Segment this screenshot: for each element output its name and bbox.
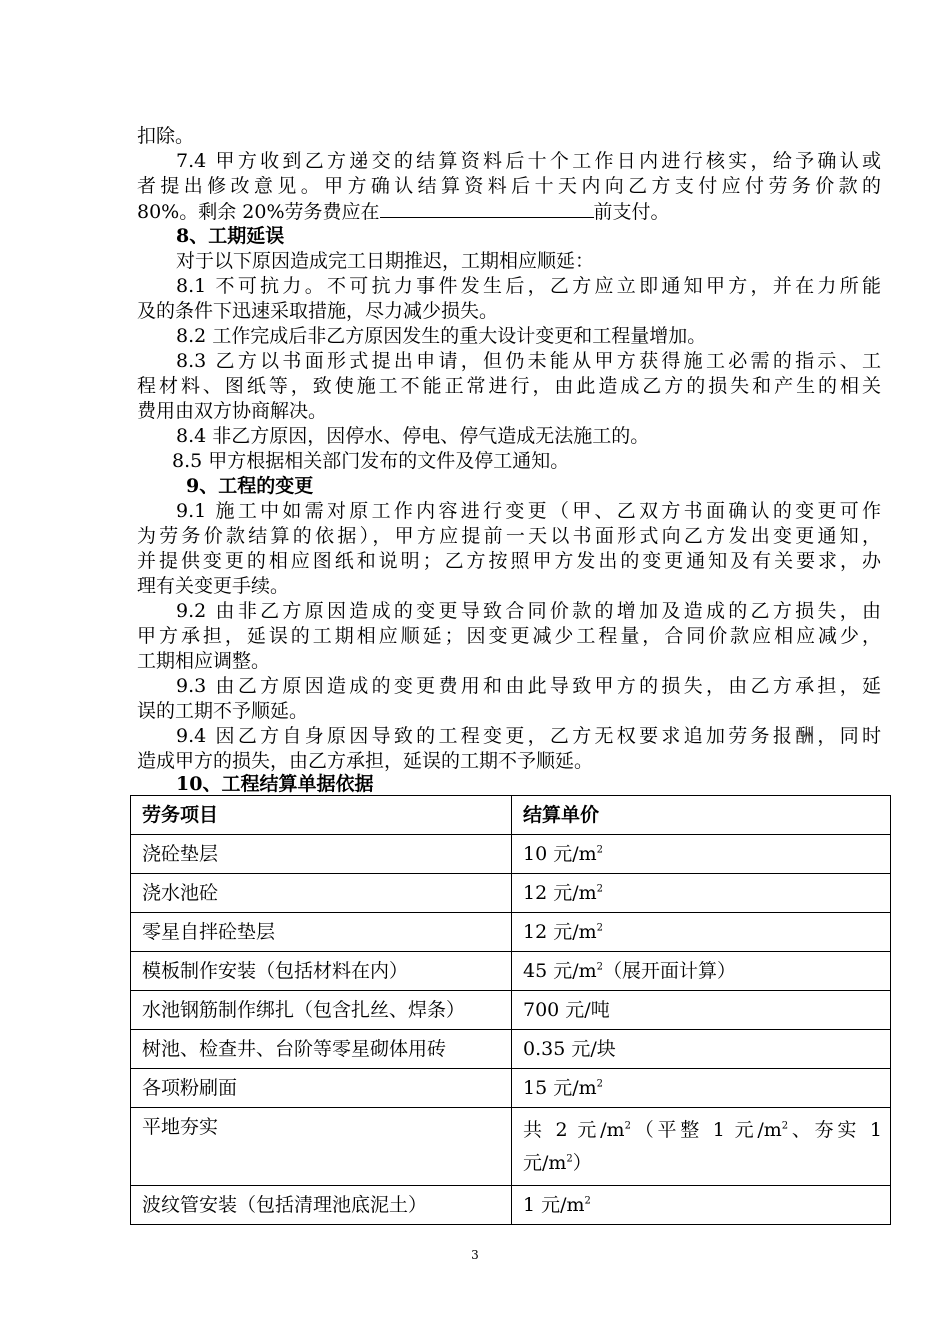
- clause-9-4: 9.4 因乙方自身原因导致的工程变更，乙方无权要求追加劳务报酬，同时: [176, 725, 881, 747]
- text-line: 为劳务价款结算的依据），甲方应提前一天以书面形式向乙方发出变更通知，: [137, 525, 881, 547]
- table-row: [131, 1186, 891, 1225]
- item-cell: 水池钢筋制作绑扎（包含扎丝、焊条）: [131, 991, 512, 1030]
- text-line: 误的工期不予顺延。: [137, 700, 309, 722]
- clause-8-4: 8.4 非乙方原因，因停水、停电、停气造成无法施工的。: [176, 425, 650, 447]
- unit-superscript: 2: [624, 1120, 631, 1132]
- clause-8-3: 8.3 乙方以书面形式提出申请，但仍未能从甲方获得施工必需的指示、工: [176, 350, 881, 372]
- clause-7-4: 7.4 甲方收到乙方递交的结算资料后十个工作日内进行核实，给予确认或: [176, 150, 881, 172]
- price-note: （平整 1 元/m: [630, 1119, 782, 1141]
- table-row: [131, 1030, 891, 1069]
- table-row: [131, 874, 891, 913]
- price-note: ）: [572, 1152, 592, 1174]
- table-row: [131, 1108, 891, 1186]
- header-item: 劳务项目: [131, 796, 512, 835]
- item-cell: 模板制作安装（包括材料在内）: [131, 952, 512, 991]
- table-row: [131, 991, 891, 1030]
- price-value: 共 2 元/m: [523, 1119, 625, 1141]
- unit-superscript: 2: [596, 883, 604, 895]
- text-line: 甲方承担，延误的工期相应顺延；因变更减少工程量，合同价款应相应减少，: [137, 625, 881, 647]
- clause-8-2: 8.2 工作完成后非乙方原因发生的重大设计变更和工程量增加。: [176, 325, 707, 347]
- page-number: 3: [471, 1248, 479, 1262]
- price-line-2: [523, 1142, 890, 1175]
- price-cell: [512, 1030, 891, 1069]
- table-header-row: [131, 796, 891, 835]
- price-cell: [512, 1069, 891, 1108]
- clause-9-3: 9.3 由乙方原因造成的变更费用和由此导致甲方的损失，由乙方承担，延: [176, 675, 881, 697]
- section-heading-8: 8、工期延误: [176, 225, 285, 247]
- item-cell: 波纹管安装（包括清理池底泥土）: [131, 1186, 512, 1225]
- price-value: 45 元/m: [523, 960, 597, 982]
- text-line-payment: [137, 199, 670, 224]
- text-line: 理有关变更手续。: [137, 575, 290, 597]
- price-cell: [512, 874, 891, 913]
- unit-superscript: 2: [781, 1120, 789, 1132]
- price-cell: [512, 913, 891, 952]
- price-note: 、夯实 1: [788, 1119, 882, 1141]
- text-line: 对于以下原因造成完工日期推迟，工期相应顺延：: [176, 250, 595, 272]
- item-cell: 树池、检查井、台阶等零星砌体用砖: [131, 1030, 512, 1069]
- unit-superscript: 2: [566, 1153, 573, 1165]
- price-note: 元/m: [523, 1152, 567, 1174]
- text-line: 造成甲方的损失，由乙方承担，延误的工期不予顺延。: [137, 750, 594, 772]
- unit-superscript: 2: [596, 961, 604, 973]
- table-row: [131, 913, 891, 952]
- price-value: 0.35 元/块: [523, 1038, 616, 1060]
- clause-9-1: 9.1 施工中如需对原工作内容进行变更（甲、乙双方书面确认的变更可作: [176, 500, 881, 522]
- text-line: 及的条件下迅速采取措施，尽力减少损失。: [137, 300, 499, 322]
- item-cell: 浇水池砼: [131, 874, 512, 913]
- table-row: [131, 835, 891, 874]
- price-cell: [512, 1108, 891, 1186]
- price-note: （展开面计算）: [603, 960, 737, 982]
- item-cell: 零星自拌砼垫层: [131, 913, 512, 952]
- price-cell: [512, 835, 891, 874]
- item-cell: 浇砼垫层: [131, 835, 512, 874]
- price-value: 15 元/m: [523, 1077, 597, 1099]
- price-value: 12 元/m: [523, 882, 597, 904]
- section-heading-9: 9、工程的变更: [186, 475, 314, 497]
- unit-superscript: 2: [596, 922, 604, 934]
- clause-8-1: 8.1 不可抗力。不可抗力事件发生后，乙方应立即通知甲方，并在力所能: [176, 275, 881, 297]
- price-cell: [512, 952, 891, 991]
- unit-superscript: 2: [584, 1195, 591, 1207]
- text-line: 并提供变更的相应图纸和说明；乙方按照甲方发出的变更通知及有关要求，办: [137, 550, 881, 572]
- payment-text-end: 前支付。: [593, 201, 670, 223]
- section-heading-10: 10、工程结算单据依据: [176, 773, 374, 795]
- price-cell: [512, 991, 891, 1030]
- table-row: [131, 952, 891, 991]
- table-row: [131, 1069, 891, 1108]
- settlement-table: [130, 795, 891, 1225]
- payment-text: 80%。剩余 20%劳务费应在: [137, 201, 380, 223]
- price-value: 700 元/吨: [523, 999, 610, 1021]
- payment-date-blank[interactable]: [380, 199, 594, 218]
- text-line: 者提出修改意见。甲方确认结算资料后十天内向乙方支付应付劳务价款的: [137, 175, 881, 197]
- item-cell: 各项粉刷面: [131, 1069, 512, 1108]
- unit-superscript: 2: [596, 844, 604, 856]
- text-line: 费用由双方协商解决。: [137, 400, 328, 422]
- unit-superscript: 2: [596, 1078, 604, 1090]
- price-value: 10 元/m: [523, 843, 597, 865]
- header-price: 结算单价: [512, 796, 891, 835]
- item-cell: 平地夯实: [131, 1108, 512, 1186]
- clause-8-5: 8.5 甲方根据相关部门发布的文件及停工通知。: [172, 450, 570, 472]
- price-cell: [512, 1186, 891, 1225]
- price-value: 12 元/m: [523, 921, 597, 943]
- price-value: 1 元/m: [523, 1194, 585, 1216]
- text-line: 工期相应调整。: [137, 650, 271, 672]
- text-line: 程材料、图纸等，致使施工不能正常进行，由此造成乙方的损失和产生的相关: [137, 375, 881, 397]
- clause-9-2: 9.2 由非乙方原因造成的变更导致合同价款的增加及造成的乙方损失，由: [176, 600, 881, 622]
- price-line-1: [523, 1118, 890, 1142]
- text-line: 扣除。: [137, 125, 195, 147]
